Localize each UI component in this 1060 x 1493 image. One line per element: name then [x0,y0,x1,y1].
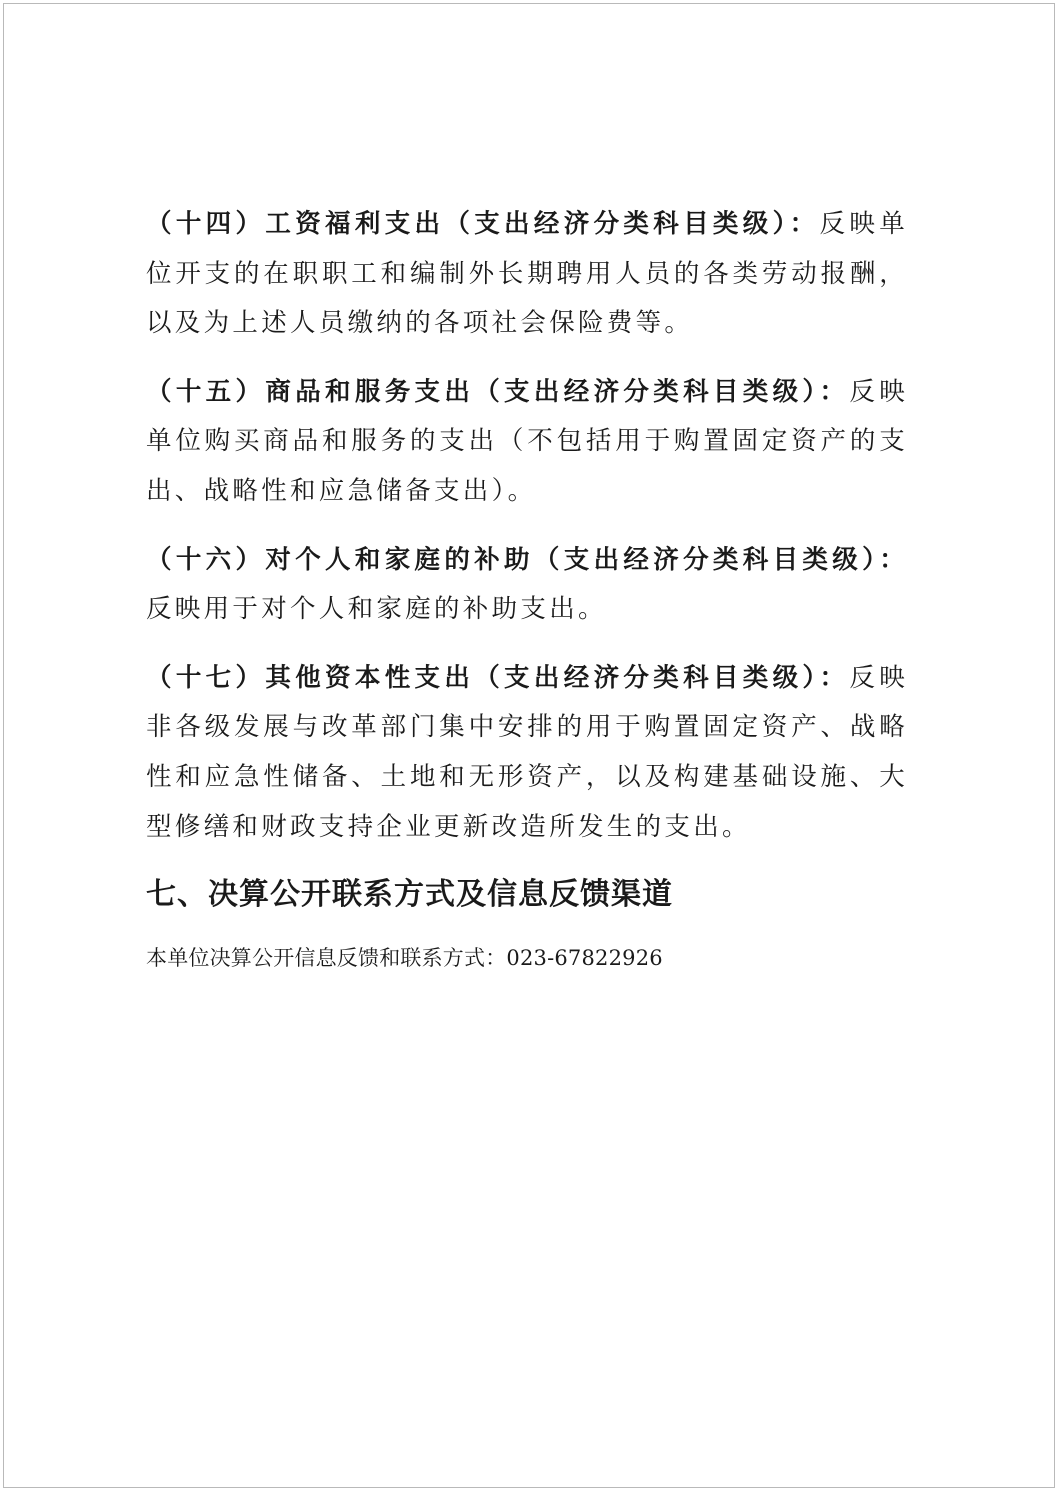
paragraph-item-15 [146,368,908,517]
document-page [3,3,1055,1488]
section-title: 七、决算公开联系方式及信息反馈渠道 [146,877,673,913]
page-content [146,200,908,973]
paragraph-item-17 [146,654,908,852]
item-heading: （十六）对个人和家庭的补助（支出经济分类科目类级）： [146,544,908,575]
paragraph-item-14 [146,200,908,349]
item-heading: （十七）其他资本性支出（支出经济分类科目类级）： [146,662,850,693]
paragraph-item-16 [146,536,908,635]
item-body: 反映单位开支的在职职工和编制外长期聘用人员的各类劳动报酬，以及为上述人员缴纳的各项社会保险费等。 [146,209,908,339]
item-body: 反映用于对个人和家庭的补助支出。 [146,594,607,625]
contact-info: 本单位决算公开信息反馈和联系方式：023-67822926 [146,946,663,971]
item-heading: （十五）商品和服务支出（支出经济分类科目类级）： [146,376,850,407]
item-heading: （十四）工资福利支出（支出经济分类科目类级）： [146,209,820,239]
item-body: 反映非各级发展与改革部门集中安排的用于购置固定资产、战略性和应急性储备、土地和无形资产，以及构建基础设施、大型修缮和财政支持企业更新改造所发生的支出。 [146,662,908,842]
item-body: 反映单位购买商品和服务的支出（不包括用于购置固定资产的支出、战略性和应急储备支出）。 [146,376,908,506]
